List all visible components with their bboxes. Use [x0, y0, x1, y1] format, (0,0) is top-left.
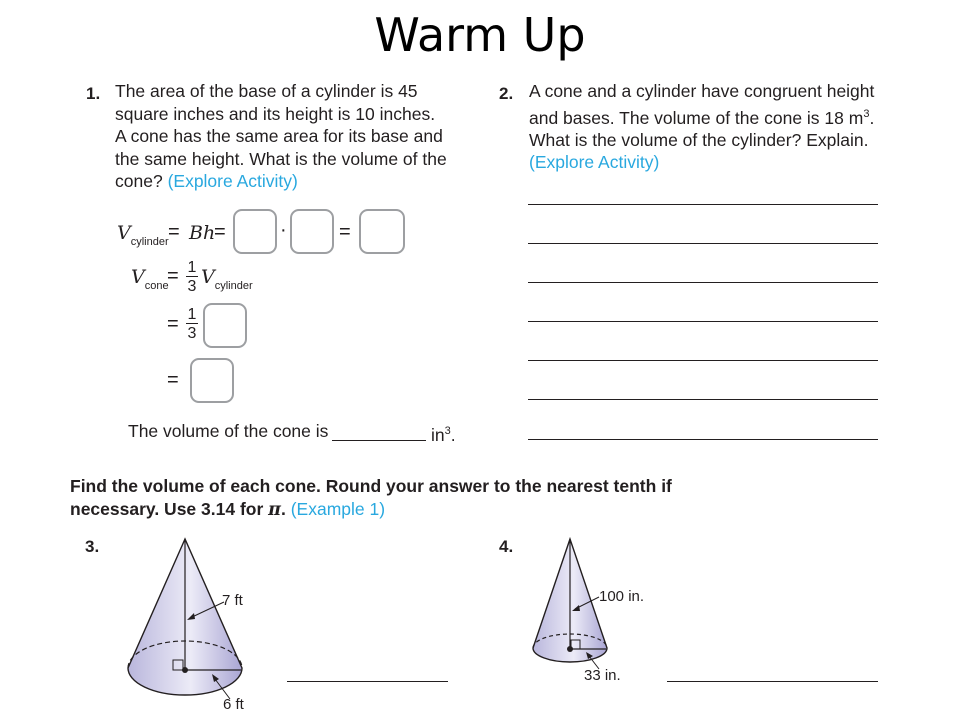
- fraction-one-third: [186, 306, 198, 342]
- problem-2-answer-line[interactable]: [528, 439, 878, 440]
- fraction-numerator: 1: [187, 259, 197, 276]
- problem-3-height-label: 7 ft: [222, 592, 243, 609]
- subscript: cylinder: [130, 236, 169, 248]
- problem-2-answer-line[interactable]: [528, 360, 878, 361]
- equals-sign: =: [214, 221, 226, 243]
- problem-2-answer-line[interactable]: [528, 243, 878, 244]
- fraction-denominator: 3: [187, 325, 197, 342]
- center-point: [182, 667, 188, 673]
- answer-box-cone-volume[interactable]: [190, 358, 234, 403]
- subscript: cone: [144, 280, 169, 292]
- problem-3-radius-label: 6 ft: [223, 696, 244, 713]
- instructions-period: .: [280, 499, 286, 519]
- dot-operator: ·: [280, 219, 287, 241]
- instructions: [70, 475, 770, 522]
- instructions-reference: (Example 1): [290, 499, 386, 519]
- problem-2-answer-line[interactable]: [528, 282, 878, 283]
- answer-box-cone-step[interactable]: [203, 303, 247, 348]
- problem-2-line: and bases. The volume of the cone is 18 m: [529, 107, 864, 128]
- eq2-rhs: [201, 266, 253, 292]
- problem-4-height-label: 100 in.: [599, 588, 645, 605]
- problem-1-text: [115, 80, 475, 193]
- variable-bh: Bh: [189, 222, 216, 244]
- variable-v: V: [117, 222, 131, 244]
- answer-box-height[interactable]: [290, 209, 334, 254]
- instructions-line: Find the volume of each cone. Round your answer to the nearest tenth if: [70, 476, 672, 496]
- fraction-denominator: 3: [187, 278, 197, 295]
- problem-1-answer-prefix: The volume of the cone is: [128, 421, 329, 441]
- equals-sign: =: [167, 265, 179, 287]
- answer-box-base-area[interactable]: [233, 209, 277, 254]
- problem-2-answer-line[interactable]: [528, 321, 878, 322]
- eq1-lhs: [117, 222, 169, 248]
- problem-1-line: square inches and its height is 10 inches.: [115, 103, 436, 124]
- equals-sign: =: [167, 313, 179, 335]
- problem-2-exponent: 3: [863, 107, 870, 120]
- problem-1-number: 1.: [86, 84, 101, 103]
- fraction-one-third: [186, 259, 198, 295]
- eq2-lhs: [131, 266, 169, 292]
- unit-text: in: [431, 424, 445, 445]
- equals-sign: =: [167, 369, 179, 391]
- slide-title: Warm Up: [374, 8, 586, 62]
- problem-1-line: The area of the base of a cylinder is 45: [115, 81, 418, 101]
- fraction-numerator: 1: [187, 306, 197, 323]
- pi-symbol: π: [268, 500, 281, 520]
- problem-3-number: 3.: [85, 537, 100, 556]
- problem-2-number: 2.: [499, 84, 514, 103]
- cone-diagram-4: [525, 535, 620, 685]
- problem-1-answer-line[interactable]: [332, 440, 426, 441]
- instructions-line: necessary. Use 3.14 for: [70, 499, 264, 519]
- answer-box-cylinder-volume[interactable]: [359, 209, 405, 254]
- variable-v: V: [131, 266, 145, 288]
- subscript: cylinder: [214, 280, 253, 292]
- problem-2-answer-line[interactable]: [528, 399, 878, 400]
- unit-period: .: [450, 424, 456, 445]
- variable-v: V: [201, 266, 215, 288]
- cone-diagram-3: [120, 535, 255, 705]
- equals-sign: =: [168, 221, 180, 243]
- problem-4-number: 4.: [499, 537, 514, 556]
- problem-1-line: the same height. What is the volume of the: [115, 148, 447, 169]
- problem-4-radius-label: 33 in.: [584, 667, 621, 684]
- equals-sign: =: [339, 221, 351, 243]
- problem-1-answer-unit: [431, 420, 456, 446]
- problem-4-answer-line[interactable]: [667, 681, 878, 682]
- problem-1-line: A cone has the same area for its base and: [115, 126, 443, 146]
- problem-2-answer-line[interactable]: [528, 204, 878, 205]
- problem-2-text: [529, 80, 909, 174]
- problem-2-reference: (Explore Activity): [529, 152, 660, 173]
- problem-1-line: cone?: [115, 171, 163, 191]
- problem-2-period: .: [869, 107, 875, 128]
- problem-3-answer-line[interactable]: [287, 681, 448, 682]
- problem-1-reference: (Explore Activity): [167, 171, 298, 191]
- unit-exponent: 3: [444, 425, 451, 437]
- problem-2-line: A cone and a cylinder have congruent height: [529, 81, 875, 101]
- center-point: [567, 646, 573, 652]
- problem-2-line: What is the volume of the cylinder? Explain.: [529, 129, 869, 150]
